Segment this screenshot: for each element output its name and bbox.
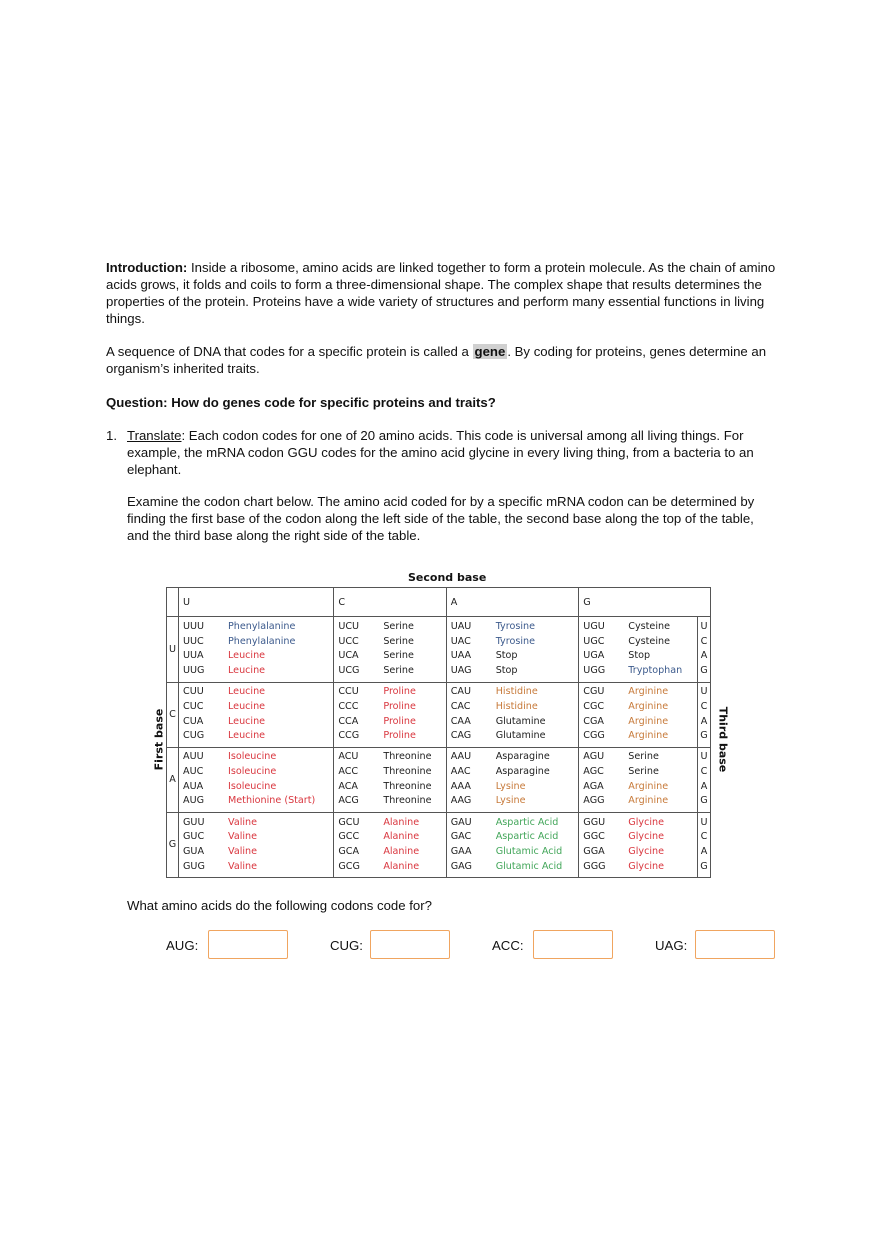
codon: ACA (338, 780, 358, 792)
amino-acid: Leucine (228, 700, 266, 712)
codon-cell (179, 747, 334, 812)
codon: CUC (183, 700, 204, 712)
codon-entry (338, 816, 441, 831)
amino-acid: Valine (228, 860, 258, 872)
codon: ACU (338, 751, 359, 763)
codon: GAU (450, 816, 472, 828)
codon: CAC (450, 700, 471, 712)
codon: UCC (338, 635, 359, 647)
codon: CGA (583, 715, 604, 727)
question-heading: Question: How do genes code for specific proteins and traits? (106, 395, 496, 410)
amino-acid: Serine (383, 665, 414, 677)
codon-entry (183, 750, 329, 765)
codon: UCG (338, 665, 360, 677)
amino-acid: Arginine (628, 686, 669, 698)
amino-acid: Proline (383, 715, 416, 727)
amino-acid: Glycine (628, 860, 664, 872)
codon: AUG (183, 795, 205, 807)
amino-acid: Arginine (628, 795, 669, 807)
codon-cell (446, 747, 579, 812)
codon: AGC (583, 766, 604, 778)
answer-label-aug: AUG: (166, 938, 199, 953)
codon-entry (583, 649, 693, 664)
amino-acid: Histidine (495, 700, 538, 712)
answer-input-acc[interactable] (533, 930, 613, 959)
codon: AUA (183, 780, 204, 792)
codon: CAA (450, 715, 471, 727)
gene-paragraph (106, 343, 778, 377)
codon: GUG (183, 860, 205, 872)
codon-entry (451, 794, 575, 809)
amino-acid: Proline (383, 700, 416, 712)
codon: UAU (450, 621, 472, 633)
third-base-cell (698, 747, 711, 812)
codon-entry (183, 860, 329, 875)
codon-entry (183, 685, 329, 700)
amino-acid: Threonine (383, 780, 432, 792)
codon: UUG (183, 665, 205, 677)
codon: GGG (583, 860, 606, 872)
codon-entry (451, 816, 575, 831)
codon: AGA (583, 780, 604, 792)
codon-entry (183, 664, 329, 679)
codon: UUU (183, 621, 205, 633)
amino-acid: Isoleucine (228, 766, 277, 778)
amino-acid: Lysine (495, 780, 526, 792)
introduction-paragraph (106, 259, 778, 327)
item-1-text: : Each codon codes for one of 20 amino acids. This code is universal among all living things. For example, the mRNA codon GGU codes for the amino acid glycine in every living thing, from a bacteria to an elephant. (127, 428, 754, 477)
amino-acid: Arginine (628, 715, 669, 727)
answer-label-cug: CUG: (330, 938, 363, 953)
codon-cell (334, 812, 446, 877)
codon: GUC (183, 831, 205, 843)
codon: AGU (583, 751, 605, 763)
codon: CCC (338, 700, 359, 712)
codon-entry (183, 620, 329, 635)
amino-acid: Glutamine (495, 715, 546, 727)
codon-entry (451, 729, 575, 744)
first-base-cell: U (167, 617, 179, 682)
codon-entry (451, 860, 575, 875)
codon: CAG (450, 730, 472, 742)
codon-entry (451, 830, 575, 845)
codon: UAA (450, 650, 472, 662)
amino-acid: Alanine (383, 831, 420, 843)
codon-entry (583, 845, 693, 860)
amino-acid: Histidine (495, 686, 538, 698)
third-base-letter: U (700, 686, 708, 698)
third-base-cell (698, 812, 711, 877)
amino-acid: Aspartic Acid (495, 831, 559, 843)
codon-entry (338, 729, 441, 744)
codon-entry (451, 649, 575, 664)
third-base-letter: C (700, 766, 708, 778)
amino-acid: Glycine (628, 831, 664, 843)
codon-entry (183, 816, 329, 831)
amino-acid: Phenylalanine (228, 621, 296, 633)
codon-cell (334, 747, 446, 812)
third-base-letter: G (700, 860, 708, 872)
codon-cell (446, 682, 579, 747)
codon: AAG (450, 795, 472, 807)
codon-entry (583, 780, 693, 795)
codon: GGU (583, 816, 606, 828)
amino-acid: Serine (383, 621, 414, 633)
amino-acid: Glutamine (495, 730, 546, 742)
amino-acid: Cysteine (628, 635, 670, 647)
amino-acid: Arginine (628, 780, 669, 792)
third-base-letter: U (700, 751, 708, 763)
amino-acid: Tyrosine (495, 635, 535, 647)
amino-acid: Valine (228, 831, 258, 843)
codon-entry (338, 649, 441, 664)
codon-entry (583, 729, 693, 744)
codon-chart (166, 587, 711, 878)
amino-acid: Valine (228, 845, 258, 857)
codon-entry (338, 794, 441, 809)
amino-acid: Proline (383, 730, 416, 742)
codon: UUA (183, 650, 204, 662)
codon-entry (583, 635, 693, 650)
second-base-row (167, 588, 711, 617)
amino-acid: Arginine (628, 730, 669, 742)
codon-entry (583, 700, 693, 715)
third-base-letter: U (700, 621, 708, 633)
codon-entry (583, 685, 693, 700)
third-base-letter: C (700, 635, 708, 647)
codon-entry (338, 620, 441, 635)
amino-acid: Leucine (228, 686, 266, 698)
codon: AAU (450, 751, 472, 763)
codon: CGU (583, 686, 605, 698)
amino-acid: Asparagine (495, 751, 550, 763)
codon: GCC (338, 831, 360, 843)
third-base-letter: A (700, 715, 708, 727)
codon-entry (183, 794, 329, 809)
introduction-label: Introduction: (106, 260, 188, 275)
codon: UUC (183, 635, 204, 647)
codon-entry (583, 794, 693, 809)
codon-entry (583, 816, 693, 831)
amino-acid: Tyrosine (495, 621, 535, 633)
amino-acid: Isoleucine (228, 751, 277, 763)
gene-text-before: A sequence of DNA that codes for a specific protein is called a (106, 344, 473, 359)
answer-prompt: What amino acids do the following codons code for? (127, 898, 432, 913)
amino-acid: Serine (628, 751, 659, 763)
codon: GGC (583, 831, 605, 843)
amino-acid: Serine (383, 635, 414, 647)
amino-acid: Valine (228, 816, 258, 828)
codon: ACC (338, 766, 359, 778)
amino-acid: Serine (628, 766, 659, 778)
answer-input-aug[interactable] (208, 930, 288, 959)
chart-title: Second base (408, 571, 487, 584)
third-base-letter: U (700, 816, 708, 828)
introduction-text: Inside a ribosome, amino acids are linked together to form a protein molecule. As the chain of amino acids grows, it folds and coils to form a three-dimensional shape. The complex shape that results determines the properties of the protein. Proteins have a wide variety of structures and perform many essential functions in living things. (106, 260, 776, 326)
codon-cell (179, 617, 334, 682)
codon: CCA (338, 715, 359, 727)
codon: ACG (338, 795, 359, 807)
amino-acid: Stop (495, 665, 518, 677)
codon: GUU (183, 816, 205, 828)
codon: CUA (183, 715, 204, 727)
codon: AGG (583, 795, 605, 807)
amino-acid: Tryptophan (628, 665, 683, 677)
codon-entry (451, 715, 575, 730)
codon-entry (338, 860, 441, 875)
second-base-u: U (179, 588, 334, 617)
codon: UGC (583, 635, 605, 647)
amino-acid: Proline (383, 686, 416, 698)
third-base-letter: G (700, 795, 708, 807)
codon: CUG (183, 730, 205, 742)
codon-cell (446, 812, 579, 877)
codon-entry (451, 845, 575, 860)
codon-entry (338, 780, 441, 795)
codon: GAG (450, 860, 472, 872)
examine-paragraph: Examine the codon chart below. The amino acid coded for by a specific mRNA codon can be determined by finding the first base of the codon along the left side of the table, the second base along the top of the table, and the third base along the right side of the table. (127, 494, 755, 543)
amino-acid: Threonine (383, 795, 432, 807)
third-base-label: Third base (716, 706, 730, 773)
codon-cell (579, 617, 698, 682)
codon: AAC (450, 766, 471, 778)
codon-entry (451, 620, 575, 635)
first-base-label: First base (152, 708, 166, 771)
codon-entry (183, 700, 329, 715)
first-base-group-a (167, 747, 711, 812)
amino-acid: Methionine (Start) (228, 795, 316, 807)
codon: UGU (583, 621, 605, 633)
codon-cell (579, 812, 698, 877)
codon-entry (583, 765, 693, 780)
amino-acid: Phenylalanine (228, 635, 296, 647)
codon-entry (451, 700, 575, 715)
codon: AUC (183, 766, 204, 778)
amino-acid: Lysine (495, 795, 526, 807)
codon-entry (583, 664, 693, 679)
codon-entry (183, 765, 329, 780)
third-base-letter: G (700, 730, 708, 742)
codon-entry (583, 715, 693, 730)
codon-entry (183, 729, 329, 744)
codon-cell (579, 682, 698, 747)
codon-entry (183, 780, 329, 795)
third-base-letter: C (700, 831, 708, 843)
codon: GUA (183, 845, 205, 857)
answer-label-uag: UAG: (655, 938, 688, 953)
amino-acid: Glycine (628, 816, 664, 828)
codon-entry (451, 780, 575, 795)
third-base-letter: A (700, 780, 708, 792)
codon: CUU (183, 686, 204, 698)
codon: CAU (450, 686, 471, 698)
codon-entry (451, 664, 575, 679)
codon-cell (179, 682, 334, 747)
answer-input-uag[interactable] (695, 930, 775, 959)
amino-acid: Glycine (628, 845, 664, 857)
codon-entry (338, 715, 441, 730)
amino-acid: Aspartic Acid (495, 816, 559, 828)
codon-cell (334, 617, 446, 682)
codon: GCA (338, 845, 360, 857)
amino-acid: Asparagine (495, 766, 550, 778)
codon-entry (338, 664, 441, 679)
first-base-group-u (167, 617, 711, 682)
codon-entry (451, 765, 575, 780)
amino-acid: Alanine (383, 860, 420, 872)
codon-entry (583, 620, 693, 635)
gene-term: gene (474, 344, 506, 359)
amino-acid: Leucine (228, 730, 266, 742)
codon: CGC (583, 700, 605, 712)
codon: CCG (338, 730, 360, 742)
codon-entry (183, 715, 329, 730)
codon-entry (451, 750, 575, 765)
codon-entry (338, 750, 441, 765)
answer-label-acc: ACC: (492, 938, 524, 953)
third-base-letter: A (700, 650, 708, 662)
codon: GGA (583, 845, 605, 857)
codon: AUU (183, 751, 204, 763)
amino-acid: Leucine (228, 715, 266, 727)
codon: CGG (583, 730, 605, 742)
first-base-group-c (167, 682, 711, 747)
amino-acid: Leucine (228, 650, 266, 662)
codon-entry (183, 649, 329, 664)
codon-entry (583, 860, 693, 875)
codon-entry (338, 635, 441, 650)
codon-cell (579, 747, 698, 812)
codon: UCU (338, 621, 360, 633)
codon: UAG (450, 665, 472, 677)
codon-entry (338, 765, 441, 780)
third-base-letter: G (700, 665, 708, 677)
amino-acid: Serine (383, 650, 414, 662)
first-base-group-g (167, 812, 711, 877)
second-base-g: G (579, 588, 711, 617)
answer-input-cug[interactable] (370, 930, 450, 959)
first-base-cell: G (167, 812, 179, 877)
amino-acid: Isoleucine (228, 780, 277, 792)
codon: GAC (450, 831, 472, 843)
amino-acid: Arginine (628, 700, 669, 712)
amino-acid: Glutamic Acid (495, 860, 563, 872)
amino-acid: Alanine (383, 845, 420, 857)
codon-entry (583, 830, 693, 845)
amino-acid: Cysteine (628, 621, 670, 633)
second-base-c: C (334, 588, 446, 617)
gene-text-after: . By coding for proteins, genes determine an organism’s inherited traits. (106, 344, 767, 376)
codon-entry (183, 845, 329, 860)
amino-acid: Threonine (383, 751, 432, 763)
codon: GAA (450, 845, 472, 857)
codon-entry (451, 635, 575, 650)
codon-entry (338, 685, 441, 700)
codon-cell (334, 682, 446, 747)
codon-entry (183, 830, 329, 845)
first-base-cell: A (167, 747, 179, 812)
codon-entry (583, 750, 693, 765)
codon: GCU (338, 816, 360, 828)
amino-acid: Alanine (383, 816, 420, 828)
third-base-letter: C (700, 700, 708, 712)
codon: AAA (450, 780, 471, 792)
codon: UAC (450, 635, 471, 647)
codon: UGA (583, 650, 605, 662)
amino-acid: Stop (495, 650, 518, 662)
item-1-body (127, 427, 777, 478)
amino-acid: Threonine (383, 766, 432, 778)
codon: GCG (338, 860, 360, 872)
third-base-cell (698, 682, 711, 747)
codon-entry (338, 830, 441, 845)
translate-term: Translate (127, 428, 182, 443)
third-base-letter: A (700, 845, 708, 857)
first-base-cell: C (167, 682, 179, 747)
codon: UCA (338, 650, 359, 662)
corner-cell (167, 588, 179, 617)
codon-entry (183, 635, 329, 650)
codon-cell (446, 617, 579, 682)
second-base-a: A (446, 588, 579, 617)
item-number: 1. (106, 428, 117, 443)
codon-entry (338, 700, 441, 715)
codon-entry (451, 685, 575, 700)
codon: CCU (338, 686, 359, 698)
codon-cell (179, 812, 334, 877)
amino-acid: Leucine (228, 665, 266, 677)
amino-acid: Stop (628, 650, 651, 662)
amino-acid: Glutamic Acid (495, 845, 563, 857)
third-base-cell (698, 617, 711, 682)
codon: UGG (583, 665, 606, 677)
codon-entry (338, 845, 441, 860)
